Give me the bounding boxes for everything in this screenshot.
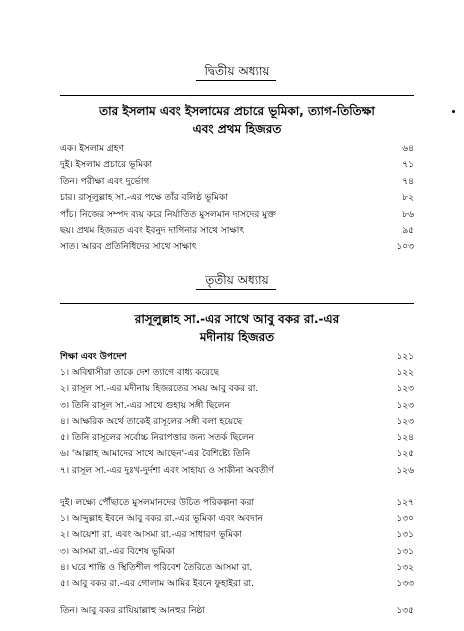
toc-entry (60, 512, 414, 526)
toc-label: ৫। আবু বকর রা.-এর গোলাম আমির ইবনে ফুহাইরা রা. (60, 579, 254, 589)
toc-entry (60, 399, 414, 413)
page-number: ৭১ (402, 160, 414, 170)
toc-label: ৪। আক্ষরিক অর্থে তাকেই রাসূলের সঙ্গী বলা হয়েছে (60, 417, 243, 427)
toc-entry (60, 366, 414, 380)
toc-label: ৭। রাসূল সা.-এর দুঃখ-দুর্দশা এবং সাহায্য ও সাকীনা অবতীর্ণ (60, 466, 274, 476)
page-number: ১২৭ (396, 498, 414, 508)
toc-label: ৫। তিনি রাসূলের সর্বোচ্চ নিরাপত্তার জন্য সতর্ক ছিলেন (60, 433, 254, 443)
toc-label: ৩। তিনি রাসূল সা.-এর সাথে গুহায় সঙ্গী ছিলেন (60, 401, 230, 411)
page-number: ১২৬ (396, 466, 414, 476)
toc-label: ছয়। প্রথম হিজরত এবং ইবনুদ দাগিনার সাথে সাক্ষাৎ (60, 226, 245, 236)
chapter-2-title: দ্বিতীয় অধ্যায় (204, 64, 270, 78)
toc-entry (60, 528, 414, 542)
toc-label: ২। রাসূল সা.-এর মদীনায় হিজরতের সময় আবু বকর রা. (60, 384, 259, 394)
toc-entry (60, 142, 414, 156)
divider (60, 303, 414, 304)
page-number: ১৩৩ (396, 579, 414, 589)
page-number: ৮৬ (402, 210, 414, 220)
page-number: ৮২ (402, 193, 414, 203)
section-title: শিক্ষা এবং উপদেশ (60, 352, 127, 362)
chapter-3-subtitle: মদীনায় হিজরত (199, 330, 275, 344)
page-number: ১৩০ (396, 514, 414, 524)
chapter-2-subtitle: তার ইসলাম এবং ইসলামের প্রচারে ভূমিকা, ত্যাগ-তিতিক্ষা (99, 104, 375, 118)
page-number: ১৩৫ (396, 606, 414, 616)
page-number: ১৩১ (396, 530, 414, 540)
page-number: ১২৩ (396, 401, 414, 411)
toc-label: দুই। ইসলাম প্রচারে ভূমিকা (60, 160, 153, 170)
chapter-2-subtitle: এবং প্রথম হিজরত (192, 122, 282, 136)
section-title: দুই। লক্ষ্যে পৌঁছাতে মুসলমানদের উচিত পরিকল্পনা করা (60, 498, 255, 508)
page-number: ৬৪ (402, 144, 414, 154)
page-number: ১২২ (396, 368, 414, 378)
ink-mark (452, 110, 455, 113)
section-title: তিন। আবু বকর রাযিয়াল্লাহু আনহুর নিষ্ঠা (60, 606, 205, 616)
divider (60, 95, 414, 96)
toc-label: ৪। ঘরে শান্তি ও স্থিতিশীল পরিবেশ তৈরিতে আসমা রা. (60, 563, 253, 573)
chapter-3-title: তৃতীয় অধ্যায় (205, 273, 269, 287)
toc-entry (60, 447, 414, 461)
page-number: ১৩২ (396, 563, 414, 573)
toc-entry (60, 577, 414, 591)
toc-label: ৩। আসমা রা.-এর বিশেষ ভূমিকা (60, 547, 175, 557)
page-number: ১২১ (396, 352, 414, 362)
toc-entry (60, 545, 414, 559)
toc-entry (60, 464, 414, 478)
toc-label: ২। আয়েশা রা. এবং আসমা রা.-এর সাধারণ ভূমিকা (60, 530, 242, 540)
toc-entry (60, 240, 414, 254)
section-heading (60, 604, 414, 618)
section-heading (60, 350, 414, 364)
toc-entry (60, 382, 414, 396)
toc-label: ১। আব্দুল্লাহ ইবনে আবু বকর রা.-এর ভূমিকা এবং অবদান (60, 514, 263, 524)
page-number: ১২৩ (396, 417, 414, 427)
toc-label: এক। ইসলাম গ্রহণ (60, 144, 124, 154)
toc-label: ৬। 'আল্লাহ আমাদের সাথে আছেন'-এর বৈশিষ্ট্যে তিনি (60, 449, 251, 459)
page-number: ১০৩ (396, 242, 414, 252)
page-number: ৯৫ (402, 226, 414, 236)
page-number: ৭৪ (402, 177, 414, 187)
toc-entry (60, 561, 414, 575)
toc-label: সাত। আরব প্রতিনিধিদের সাথে সাক্ষাৎ (60, 242, 197, 252)
toc-entry (60, 224, 414, 238)
toc-entry (60, 208, 414, 222)
toc-label: ১। অবিশ্বাসীরা তাকে দেশ ত্যাগে বাধ্য করেছে (60, 368, 220, 378)
toc-label: পাঁচ। নিজের সম্পদ ব্যয় করে নির্যাতিত মুসলমান দাসদের মুক্ত (60, 210, 276, 220)
page-number: ১৩১ (396, 547, 414, 557)
toc-entry (60, 175, 414, 189)
page-number: ১২৪ (396, 433, 414, 443)
title-underline (196, 80, 276, 81)
page-number: ১২৫ (396, 449, 414, 459)
section-heading (60, 496, 414, 510)
toc-label: তিন। পরীক্ষা এবং দুর্ভোগ (60, 177, 150, 187)
chapter-3-subtitle: রাসূলুল্লাহ সা.-এর সাথে আবু বকর রা.-এর (134, 312, 340, 326)
toc-label: চার। রাসূলুল্লাহ সা.-এর পক্ষে তাঁর বলিষ্ঠ ভূমিকা (60, 193, 228, 203)
toc-entry (60, 415, 414, 429)
title-underline (196, 289, 276, 290)
toc-entry (60, 191, 414, 205)
toc-entry (60, 158, 414, 172)
toc-entry (60, 431, 414, 445)
page-number: ১২৩ (396, 384, 414, 394)
